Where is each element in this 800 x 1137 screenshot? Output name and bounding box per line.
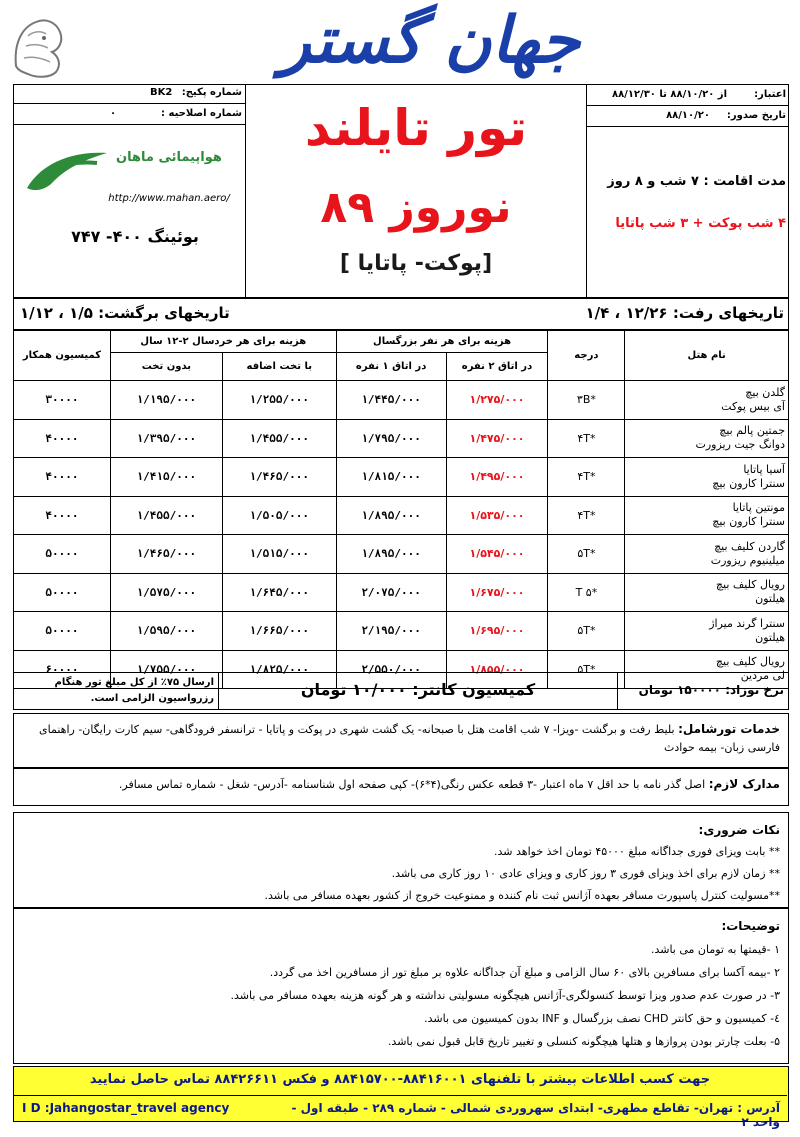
hotel-name-line1: مونتین پاتایا	[732, 501, 785, 515]
price-no-bed: ۱/۵۹۵/۰۰۰	[110, 612, 222, 651]
note-item: **مسولیت کنترل پاسپورت مسافر بعهده آژانس ثبت نام کننده و ممنوعیت خروج از کشور بعهده مسافر می باشد.	[264, 889, 780, 902]
table-row	[14, 496, 789, 535]
hotel-grade: *۳B	[548, 381, 625, 420]
price-no-bed: ۱/۵۷۵/۰۰۰	[110, 573, 222, 612]
note-item: ** زمان لازم برای اخذ ویزای فوری ۳ روز کاری و ویزای عادی ۱۰ روز کاری می باشد.	[391, 867, 780, 880]
price-extra-bed: ۱/۵۱۵/۰۰۰	[222, 535, 336, 574]
documents-section	[13, 768, 789, 806]
price-single: ۱/۸۹۵/۰۰۰	[336, 535, 446, 574]
hotel-name-line2: آی بیس پوکت	[721, 399, 785, 413]
price-extra-bed: ۱/۸۲۵/۰۰۰	[222, 650, 336, 689]
header-adult: هزینه برای هر نفر بزرگسال	[336, 331, 548, 353]
price-no-bed: ۱/۱۹۵/۰۰۰	[110, 381, 222, 420]
hotel-name-line1: رویال کلیف بیچ	[715, 578, 785, 592]
table-row	[14, 458, 789, 497]
hotel-grade: *۵T	[548, 612, 625, 651]
revision-label: شماره اصلاحیه :	[161, 108, 242, 119]
notes-section	[13, 812, 789, 908]
explanation-item: ۱ -قیمتها به تومان می باشد.	[650, 943, 780, 956]
hotel-name	[625, 573, 789, 612]
price-no-bed: ۱/۴۱۵/۰۰۰	[110, 458, 222, 497]
explanation-item: ۳- در صورت عدم صدور ویزا توسط کنسولگری-آژانس هیچگونه مسولیتی نداشته و هر گونه هزینه بعهده مسافر می باشد.	[230, 989, 780, 1002]
documents-label: مدارک لازم:	[708, 777, 780, 791]
table-row	[14, 535, 789, 574]
notes-label: نکات ضروری:	[698, 823, 780, 837]
header-no-bed: بدون تخت	[110, 353, 222, 381]
commission: ۵۰۰۰۰	[14, 612, 111, 651]
table-row	[14, 612, 789, 651]
stay-duration: مدت اقامت : ۷ شب و ۸ روز	[607, 174, 786, 189]
explanation-item: ۲ -بیمه آکسا برای مسافرین بالای ۶۰ سال الزامی و مبلغ آن جداگانه علاوه بر مبلغ تور از مسافرین اخذ می گردد.	[269, 966, 780, 979]
price-single: ۲/۵۵۰/۰۰۰	[336, 650, 446, 689]
airline-name: هواپیمائی ماهان	[116, 150, 222, 165]
hotel-name-line2: سنترا کارون بیچ	[712, 515, 785, 529]
price-extra-bed: ۱/۴۶۵/۰۰۰	[222, 458, 336, 497]
explanations-label: توضیحات:	[721, 919, 780, 933]
validity-label: اعتبار:	[754, 89, 786, 100]
hotel-name	[625, 496, 789, 535]
hotel-name-line2: دوانگ جیت ریزورت	[695, 438, 785, 452]
issue-date-label: تاریخ صدور:	[726, 110, 786, 121]
hotel-grade: *۴T	[548, 458, 625, 497]
hotel-grade: *۵ T	[548, 573, 625, 612]
table-row	[14, 381, 789, 420]
contact-footer	[13, 1066, 789, 1129]
tour-destinations: [پوکت- پاتایا ]	[339, 251, 493, 276]
hotel-name-line2: میلینیوم ریزورت	[710, 553, 785, 567]
hotel-name-line1: رویال کلیف بیچ	[715, 655, 785, 669]
price-single: ۲/۰۷۵/۰۰۰	[336, 573, 446, 612]
price-extra-bed: ۱/۲۵۵/۰۰۰	[222, 381, 336, 420]
price-single: ۱/۴۴۵/۰۰۰	[336, 381, 446, 420]
note-item: ** بابت ویزای فوری جداگانه مبلغ ۴۵۰۰۰ تومان اخذ خواهد شد.	[494, 845, 780, 858]
hotel-name-line1: جمتین پالم بیچ	[719, 424, 785, 438]
stay-detail: ۴ شب پوکت + ۳ شب پاتایا	[615, 216, 786, 231]
departure-dates: تاریخهای رفت: ۱۲/۲۶ ، ۱/۴	[585, 304, 784, 322]
price-no-bed: ۱/۷۵۵/۰۰۰	[110, 650, 222, 689]
header-double: در اتاق ۲ نفره	[446, 353, 548, 381]
agency-id: I D :Jahangostar_travel agency	[22, 1101, 230, 1115]
hotel-name	[625, 381, 789, 420]
hotel-grade: *۴T	[548, 496, 625, 535]
validity-value: از ۸۸/۱۰/۲۰ تا ۸۸/۱۲/۳۰	[611, 89, 727, 100]
price-double: ۱/۸۵۵/۰۰۰	[446, 650, 548, 689]
airline-url: http://www.mahan.aero/	[108, 193, 230, 204]
price-double: ۱/۶۹۵/۰۰۰	[446, 612, 548, 651]
hotel-grade: *۴T	[548, 419, 625, 458]
revision-value: ۰	[110, 108, 117, 119]
hotel-name-line2: لی مردین	[740, 669, 785, 683]
services-label: خدمات تورشامل:	[678, 722, 780, 736]
hotel-name-line1: آسیا پاتایا	[743, 462, 785, 476]
commission: ۵۰۰۰۰	[14, 573, 111, 612]
price-no-bed: ۱/۴۶۵/۰۰۰	[110, 535, 222, 574]
commission: ۴۰۰۰۰	[14, 419, 111, 458]
price-double: ۱/۶۷۵/۰۰۰	[446, 573, 548, 612]
price-single: ۱/۷۹۵/۰۰۰	[336, 419, 446, 458]
price-single: ۲/۱۹۵/۰۰۰	[336, 612, 446, 651]
counter-commission: کمیسیون کانتر: ۱۰/۰۰۰ تومان	[300, 680, 536, 699]
commission: ۵۰۰۰۰	[14, 535, 111, 574]
price-single: ۱/۸۱۵/۰۰۰	[336, 458, 446, 497]
brand-title: جهان گستر	[279, 4, 581, 78]
explanations-section	[13, 908, 789, 1064]
price-extra-bed: ۱/۶۴۵/۰۰۰	[222, 573, 336, 612]
hotel-name-line2: سنترا کارون بیچ	[712, 476, 785, 490]
mahan-logo-icon	[22, 143, 112, 199]
price-double: ۱/۴۹۵/۰۰۰	[446, 458, 548, 497]
price-extra-bed: ۱/۴۵۵/۰۰۰	[222, 419, 336, 458]
tour-title: تور تایلند	[304, 99, 528, 157]
tour-subtitle: نوروز ۸۹	[320, 182, 512, 233]
issue-date-value: ۸۸/۱۰/۲۰	[666, 110, 710, 121]
header-grade: درجه	[548, 331, 625, 381]
aircraft: بوئینگ ۴۰۰- ۷۴۷	[71, 227, 199, 246]
commission: ۳۰۰۰۰	[14, 381, 111, 420]
services-text: بلیط رفت و برگشت -ویزا- ۷ شب اقامت هتل با صبحانه- یک گشت شهری در پوکت و پاتایا - ترانسفر فرودگاهی- سیم کارت رایگان- راهنمای فارسی زبان- بیمه حوادث	[39, 723, 780, 754]
price-double: ۱/۵۳۵/۰۰۰	[446, 496, 548, 535]
price-no-bed: ۱/۴۵۵/۰۰۰	[110, 496, 222, 535]
hotel-name-line1: گاردن کلیف بیچ	[714, 539, 785, 553]
hotel-grade: *۵T	[548, 535, 625, 574]
table-row	[14, 419, 789, 458]
services-section	[13, 713, 789, 768]
table-row	[14, 573, 789, 612]
header-hotel: نام هتل	[625, 331, 789, 381]
hotel-name-line2: هیلتون	[755, 592, 785, 606]
hotel-name	[625, 612, 789, 651]
price-extra-bed: ۱/۵۰۵/۰۰۰	[222, 496, 336, 535]
hotel-name	[625, 535, 789, 574]
address-line: آدرس : تهران- تقاطع مطهری- ابتدای سهروردی شمالی - شماره ۲۸۹ - طبقه اول - واحد ۲	[291, 1101, 780, 1129]
hotel-grade: *۵T	[548, 650, 625, 689]
lion-emblem-icon	[6, 6, 70, 84]
price-no-bed: ۱/۳۹۵/۰۰۰	[110, 419, 222, 458]
commission: ۶۰۰۰۰	[14, 650, 111, 689]
price-double: ۱/۴۷۵/۰۰۰	[446, 419, 548, 458]
price-extra-bed: ۱/۶۶۵/۰۰۰	[222, 612, 336, 651]
header-child: هزینه برای هر خردسال ۲-۱۲ سال	[110, 331, 336, 353]
price-double: ۱/۵۴۵/۰۰۰	[446, 535, 548, 574]
hotel-name	[625, 458, 789, 497]
contact-line: جهت کسب اطلاعات بیشتر با تلفنهای ۸۸۴۱۶۰۰۱-۸۸۴۱۵۷۰۰ و فکس ۸۸۴۲۶۶۱۱ تماس حاصل نمایید	[89, 1072, 711, 1087]
hotel-name-line1: سنترا گرند میراژ	[709, 616, 785, 630]
commission: ۴۰۰۰۰	[14, 496, 111, 535]
hotel-name-line2: هیلتون	[755, 630, 785, 644]
price-single: ۱/۸۹۵/۰۰۰	[336, 496, 446, 535]
package-number: BK2	[150, 87, 173, 98]
price-double: ۱/۲۷۵/۰۰۰	[446, 381, 548, 420]
hotel-name	[625, 419, 789, 458]
hotel-name-line1: گلدن بیچ	[745, 385, 785, 399]
return-dates: تاریخهای برگشت: ۱/۵ ، ۱/۱۲	[20, 304, 230, 322]
rates-table	[13, 330, 789, 689]
documents-text: اصل گذر نامه با حد اقل ۷ ماه اعتبار -۳ قطعه عکس رنگی(۴*۶)- کپی صفحه اول شناسنامه -آدرس- شغل - شماره تماس مسافر.	[118, 778, 706, 791]
header-single: در اتاق ۱ نفره	[336, 353, 446, 381]
header-extra-bed: با تخت اضافه	[222, 353, 336, 381]
commission: ۴۰۰۰۰	[14, 458, 111, 497]
package-number-label: شماره پکیج:	[181, 87, 242, 98]
infant-rate: نرخ نوزاد: ۱۵۰۰۰۰ تومان	[638, 683, 784, 697]
deposit-note: ارسال ۷۵٪ از کل مبلغ تور هنگام رزرواسیون الزامی است.	[54, 677, 214, 704]
explanation-item: ٤- کمیسیون و حق کانتر CHD نصف بزرگسال و INF بدون کمیسیون می باشد.	[424, 1012, 780, 1025]
explanation-item: ۵- بعلت چارتر بودن پروازها و هتلها هیچگونه کنسلی و تغییر تاریخ قابل قبول نمی باشد.	[387, 1035, 780, 1048]
header-commission: کمیسیون همکار	[14, 331, 111, 381]
